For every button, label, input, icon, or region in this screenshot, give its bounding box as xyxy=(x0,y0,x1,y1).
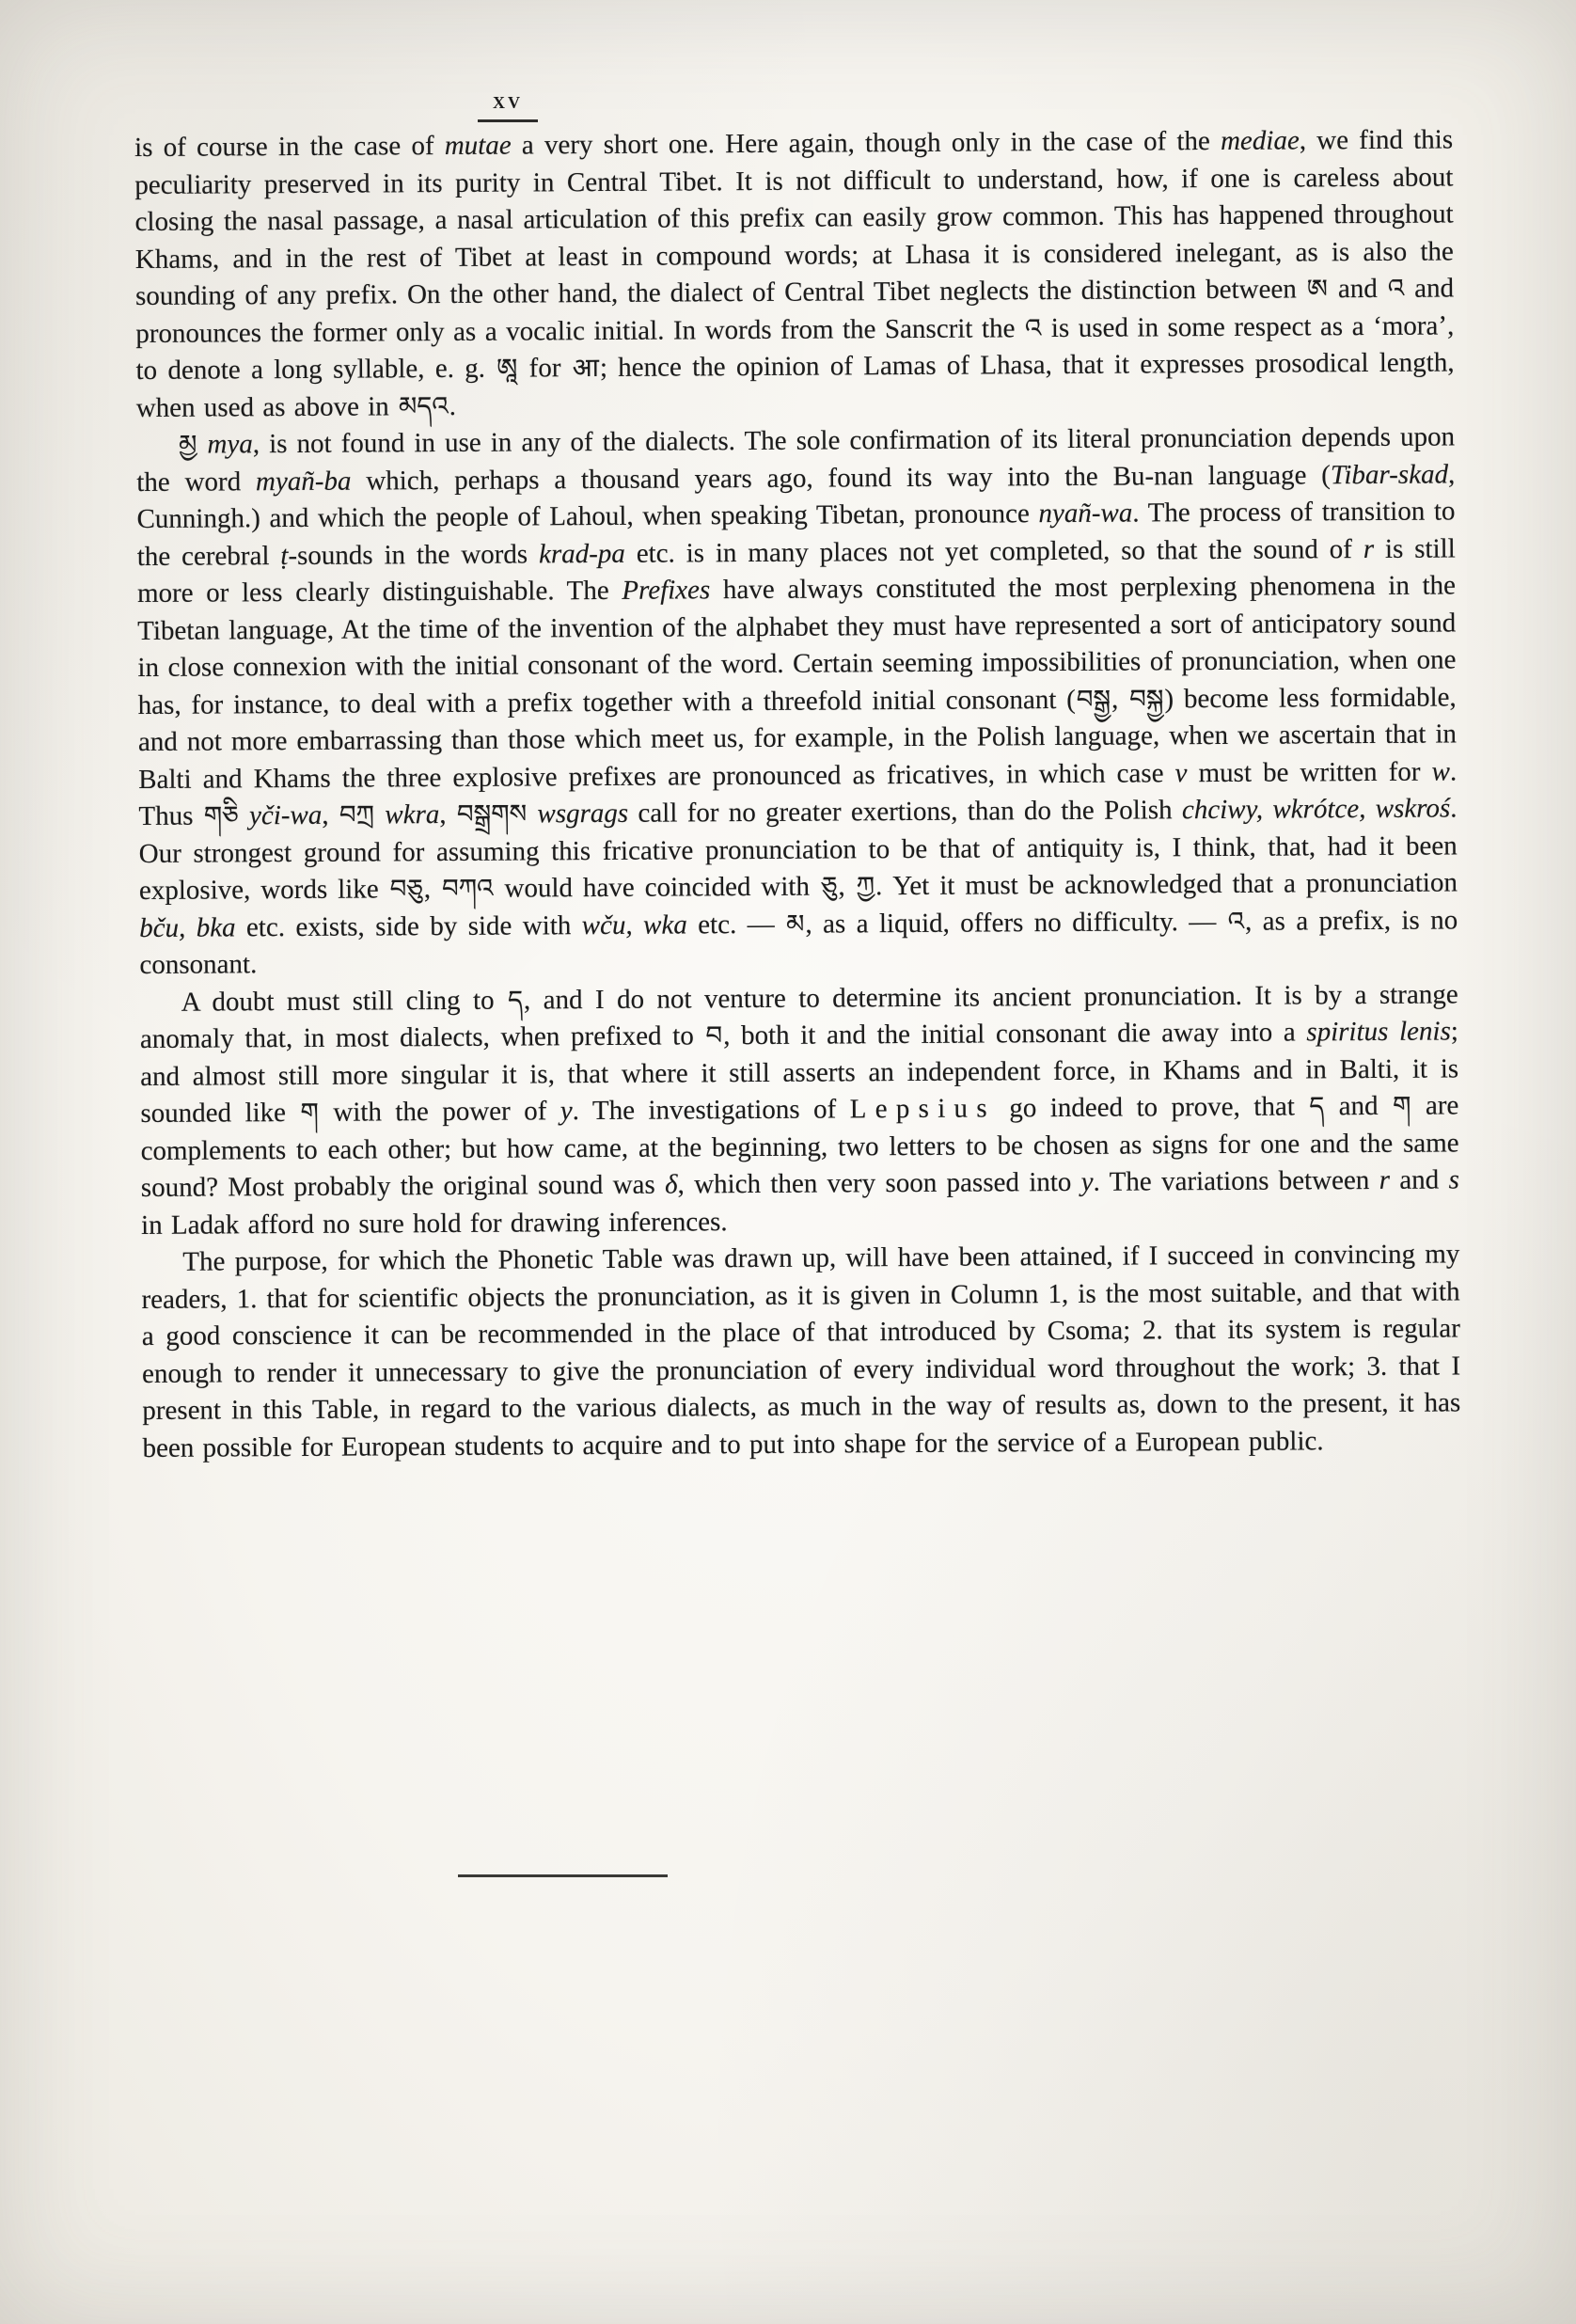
text-run: is used in some respect as a ‘mora’, to denote a long syllable, e. g. xyxy=(135,309,1455,386)
text-run xyxy=(528,798,538,829)
text-run: , xyxy=(838,871,856,902)
text-run: . The process of transition to the cerebral xyxy=(136,496,1456,572)
text-run: , is not found in use in any of the dialects. The sole confirmation of its literal pronunciation depends upon the word xyxy=(136,421,1456,498)
text-run: and xyxy=(1389,1164,1449,1195)
text-run: . Our strongest ground for assuming this fricative pronunciation to be that of antiquity is, I think, that, had it been explosive, words like xyxy=(138,793,1458,906)
text-run: is still more or less clearly distinguishable. The xyxy=(136,532,1456,609)
tibetan-glyph: བཅུ xyxy=(389,874,423,905)
text-run: chciwy, wkrótce, wskroś xyxy=(1181,793,1451,826)
text-run: etc. — xyxy=(686,909,786,940)
paragraph xyxy=(141,1236,1460,1467)
text-run: wsgrags xyxy=(537,798,629,830)
tibetan-glyph: བ xyxy=(705,1020,723,1051)
text-run: Tibar-skad xyxy=(1330,458,1449,490)
text-run: bču, bka xyxy=(139,911,236,943)
text-run: a very short one. Here again, though only in the case of the xyxy=(511,125,1221,161)
text-run: y xyxy=(559,1096,573,1127)
text-run: yči-wa xyxy=(248,799,323,831)
text-run: spiritus lenis xyxy=(1306,1016,1451,1048)
tibetan-glyph: ཨཱ xyxy=(496,353,518,384)
text-run: etc. exists, side by side with xyxy=(235,909,582,942)
tibetan-glyph: འ xyxy=(1024,312,1042,343)
text-run: , as a prefix, is no consonant. xyxy=(139,904,1458,980)
text-run: -sounds in the words xyxy=(288,538,540,571)
tibetan-glyph: མྱ xyxy=(178,429,197,460)
tibetan-glyph: आ xyxy=(572,352,599,384)
tibetan-glyph: བཀའ xyxy=(441,873,494,905)
text-run: go indeed to prove, that xyxy=(995,1091,1309,1124)
text-run: , we find this peculiarity preserved in its purity in Central Tibet. It is not difficult to understand, how, if one is careless about closing the nasal passage, a nasal articulation of this prefix can easily grow common. This has happened throughout Khams, and in the rest of Tibet at least in compound words; at Lhasa it is considered inelegant, as is also the sounding of any prefix. On the other hand, the dialect of Central Tibet neglects the distinction between xyxy=(134,124,1454,311)
text-run: and xyxy=(1328,273,1387,305)
text-run: w xyxy=(1431,755,1451,787)
text-run: have always constituted the most perplexing phenomena in the Tibetan language, At the time of the invention of the alphabet they must have represented a sort of anticipatory sound in close connexion with the initial consonant of the word. Certain seeming impossibilities of pronunciation, when one has, for instance, to deal with a prefix together with a threefold initial consonant ( xyxy=(137,570,1457,720)
text-run: wkra xyxy=(385,799,440,830)
tibetan-glyph: འ xyxy=(1387,273,1405,304)
tibetan-glyph: ད xyxy=(1309,1091,1325,1122)
text-run: The purpose, for which the Phonetic Table was drawn up, will have been attained, if I succeed in convincing my readers, 1. that for scientific objects the pronunciation, as it is given in Column 1, is the most suitable, and that with a good conscience it can be recommended in the place of that introduced by Csoma; 2. that its system is regular enough to render it unnecessary to give the pronunciation of every individual word throughout the work; 3. that I present in this Table, in regard to the various dialects, as much in the way of results as, down to the present, it has been possible for European students to acquire and to put into shape for the service of a European public. xyxy=(141,1239,1461,1463)
text-run: would have coincided with xyxy=(494,871,821,904)
page-body xyxy=(134,121,1461,1467)
paragraph xyxy=(140,976,1460,1244)
tibetan-glyph: ཀྱ xyxy=(856,871,875,902)
text-run: myañ-ba xyxy=(255,466,352,497)
text-run: ) become less formidable, and not more embarrassing than those which meet us, for example, in the Polish language, when we ascertain that in Balti and Khams the three explosive prefixes are pronounced as fricatives, in which case xyxy=(137,681,1458,795)
text-run: krad-pa xyxy=(538,538,625,569)
text-run: mutae xyxy=(444,130,512,161)
text-run: with the power of xyxy=(319,1096,560,1128)
text-run: , xyxy=(322,799,339,830)
text-run: is of course in the case of xyxy=(134,130,445,163)
text-run: mediae xyxy=(1220,125,1300,156)
text-run: which, perhaps a thousand years ago, found its way into the Bu-nan language ( xyxy=(351,459,1332,497)
tibetan-glyph: ག xyxy=(1392,1090,1411,1121)
text-run: . Thus xyxy=(138,755,1458,831)
text-run: for xyxy=(518,353,572,384)
text-run: and xyxy=(1325,1090,1393,1122)
footer-rule xyxy=(458,1874,668,1877)
text-run: ; and almost still more singular it is, that where it still asserts an independent force, in Khams and in Balti, it is sounded like xyxy=(140,1016,1459,1129)
text-run: . The variations between xyxy=(1093,1164,1379,1197)
text-run: , which then very soon passed into xyxy=(677,1166,1081,1200)
paragraph xyxy=(136,419,1458,984)
tibetan-glyph: མ xyxy=(785,909,805,940)
tibetan-glyph: བསྒྲགས xyxy=(456,798,528,830)
text-run: . Yet it must be acknowledged that a pronunciation xyxy=(875,867,1458,902)
text-run: , xyxy=(423,874,442,905)
text-run xyxy=(375,799,386,830)
text-run: in Ladak afford no sure hold for drawing inferences. xyxy=(141,1206,728,1241)
tibetan-glyph: བཀྲ xyxy=(339,799,375,830)
text-run: Prefixes xyxy=(622,575,711,606)
tibetan-glyph: བསྒྱ xyxy=(1076,684,1111,715)
text-run: wču, wka xyxy=(581,909,687,941)
text-run: ; hence the opinion of Lamas of Lhasa, that it expresses prosodical length, when used as above in xyxy=(135,347,1455,423)
text-run: , xyxy=(439,798,456,830)
text-run: v xyxy=(1174,757,1188,788)
text-run: , both it and the initial consonant die away into a xyxy=(723,1017,1307,1051)
text-run: ṭ xyxy=(280,540,289,571)
text-run: A doubt must still cling to xyxy=(181,985,508,1018)
paragraph xyxy=(134,121,1455,427)
text-run: mya xyxy=(207,429,253,460)
tibetan-glyph: བསྐྱ xyxy=(1129,683,1164,715)
text-run: are complements to each other; but how came, at the beginning, two letters to be chosen as signs for one and the same sound? Most probably the original sound was xyxy=(140,1090,1459,1203)
text-run: , Cunningh.) and which the people of Lahoul, when speaking Tibetan, pronounce xyxy=(136,458,1456,534)
page-number: xv xyxy=(478,88,538,122)
tibetan-glyph: ད xyxy=(507,984,524,1016)
text-run: must be written for xyxy=(1187,756,1432,788)
text-run: s xyxy=(1448,1164,1459,1195)
text-run: y xyxy=(1080,1166,1094,1197)
tibetan-glyph: གཅི xyxy=(203,800,239,831)
text-run: call for no greater exertions, than do the Polish xyxy=(628,795,1183,829)
tibetan-glyph: འ xyxy=(1227,906,1245,937)
text-run: Lepsius xyxy=(849,1093,996,1125)
tibetan-glyph: མདའ xyxy=(398,390,449,421)
text-run: nyañ-wa xyxy=(1038,498,1133,530)
text-run: . xyxy=(449,390,456,421)
tibetan-glyph: ཨ xyxy=(1306,274,1328,305)
text-run: , as a liquid, offers no difficulty. — xyxy=(805,906,1227,940)
text-run: . The investigations of xyxy=(572,1094,850,1127)
text-run: , xyxy=(1111,684,1129,715)
text-run: and pronounces the former only as a vocalic initial. In words from the Sanscrit the xyxy=(135,273,1455,349)
text-run: δ xyxy=(664,1169,678,1200)
text-run: , and I do not venture to determine its ancient pronunciation. It is by a strange anomaly that, in most dialects, when prefixed to xyxy=(139,978,1458,1054)
text-run: r xyxy=(1379,1164,1391,1195)
text-run xyxy=(240,800,250,830)
tibetan-glyph: ག xyxy=(300,1097,319,1128)
tibetan-glyph: ཅུ xyxy=(820,871,838,902)
text-run: etc. is in many places not yet completed, so that the sound of xyxy=(624,533,1363,569)
text-run: r xyxy=(1363,533,1375,564)
